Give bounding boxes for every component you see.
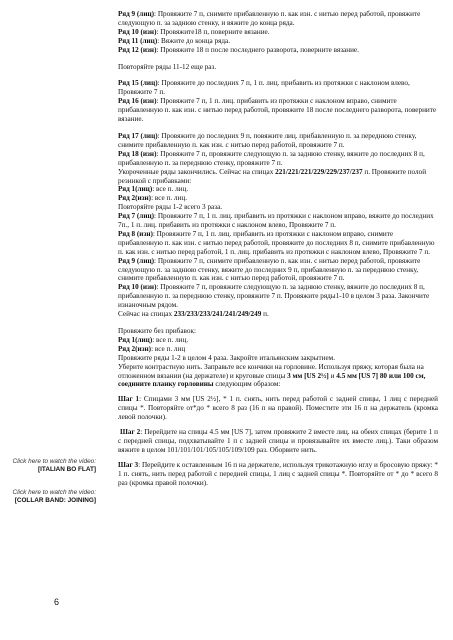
- row-text: : все п. лиц.: [152, 335, 189, 344]
- row-label: Ряд 1(лиц): [118, 335, 153, 344]
- step-text: : Перейдите к оставленным 16 п на держателе, используя трикотажную иглу и бросовую пряжу: * 1 п. снять, нить перед работой с передней спицы, 1 лиц с задней спицы *. Повторяйте от * до * всего 8 раз (кромка правой полочки).: [118, 460, 438, 487]
- row-line: [118, 185, 438, 194]
- row-label: Ряд 2(изн): [118, 344, 152, 353]
- row-label: Ряд 10 (изн): [118, 27, 157, 36]
- video-link-title[interactable]: [COLLAR BAND: JOINING]: [14, 497, 96, 504]
- row-text: : все п. лиц.: [151, 194, 188, 203]
- row-line: [118, 97, 438, 124]
- step-2: [118, 428, 438, 455]
- row-text: : Провяжите 7 п, снимите прибавленную п. как изн. с нитью перед работой, провяжите следующую п. за заднюю стенку, вяжите до последних 9 п, прибавленную п. за переднюю стенку, снимите прибавленную п. как изн. с нитью перед работой, провяжите 7 п.: [118, 256, 421, 283]
- row-label: Ряд 16 (изн): [118, 97, 157, 106]
- row-text: : все п. лиц: [151, 344, 186, 353]
- row-line: [118, 79, 438, 97]
- row-text: : Провяжите18 п, поверните вязание.: [156, 27, 270, 36]
- video-link-label: Click here to watch the video:: [12, 489, 96, 496]
- row-text: : Провяжите 18 п после последнего разворота, поверните вязание.: [156, 45, 359, 54]
- stitch-counts: 221/221/221/229/229/237/237: [275, 167, 363, 176]
- row-line: [118, 230, 438, 257]
- step-1: [118, 395, 438, 422]
- row-text: : Провяжите 7 п, 1 п. лиц. прибавить из протяжки с наклоном вправо, снимите прибавленную п. как изн. с нитью перед работой, провяжите до последних 8 п, снимите прибавленную п. как изн. с нитью перед работой, 1 п. лиц. прибавить из протяжки с наклоном влево, Провяжите 7 п.: [118, 229, 435, 256]
- row-line: [118, 345, 438, 354]
- row-line: [118, 132, 438, 150]
- section-intro: Провяжите без прибавок:: [118, 327, 196, 335]
- pattern-text: [118, 10, 438, 488]
- row-label: Ряд 10 (изн): [118, 283, 157, 292]
- video-link-title[interactable]: [ITALIAN BO FLAT]: [38, 466, 96, 473]
- rows-17-18: [118, 132, 438, 319]
- row-line: [118, 37, 438, 46]
- row-line: [118, 10, 438, 28]
- step-label: Шаг 3: [118, 460, 139, 469]
- row-line: [118, 150, 438, 168]
- row-label: Ряд 15 (лиц): [118, 79, 158, 88]
- row-label: Ряд 1(лиц): [118, 185, 153, 194]
- row-label: Ряд 12 (изн): [118, 45, 157, 54]
- rows-15-16: [118, 79, 438, 124]
- row-text: : Провяжите до последних 9 п, повяжите лиц. прибавленную п. за переднюю стенку, снимите прибавленную п. как изн. с нитью перед работой, провяжите 7 п.: [118, 131, 417, 149]
- step-label: Шаг 2: [119, 428, 141, 437]
- stitch-counts: 233/233/233/241/241/249/249: [173, 310, 262, 319]
- step-text: : Перейдите на спицы 4.5 мм [US 7], затем провяжите 2 вместе лиц. на обеих спицах (берите 1 п с передней спицы, подхватывайте 1 п с задней спицы и провязывайте их вместе лиц.). Таки образом вяжите в целом 101/101/101/105/105/109/109 раз. Оборвите нить.: [118, 428, 438, 454]
- collar-intro: Уберите контрастную нить. Заправьте все кончики на горловине. Используя пряжу, которая была на отложенном вязании (на держателе) и круговые спицы 3 мм [US 2½] и 4.5 мм [US 7] 80 или 100 см, соедините планку горловины следующим образом:: [118, 362, 426, 389]
- rows-9-12: [118, 10, 438, 55]
- row-text: : Провяжите 7 п, провяжите следующую п. за заднюю стенку, вяжите до последних 8 п, прибавленную п. за переднюю стенку, провяжите 7 п.: [118, 149, 425, 167]
- row-line: [118, 28, 438, 37]
- row-label: Ряд 8 (изн): [118, 229, 153, 238]
- row-text: : Вяжите до конца ряда.: [157, 36, 231, 45]
- row-label: Ряд 2(изн): [118, 194, 152, 203]
- row-line: [118, 283, 438, 310]
- stitch-count-line: Укороченные ряды закончились. Сейчас на спицах 221/221/221/229/229/237/237 п. Провяжите полой резинкой с прибавками:: [118, 167, 427, 185]
- row-label: Ряд 9 (лиц): [118, 256, 155, 265]
- row-text: : все п. лиц.: [152, 185, 189, 194]
- row-label: Ряд 17 (лиц): [118, 131, 158, 140]
- step-label: Шаг 1: [118, 395, 140, 404]
- row-line: [118, 257, 438, 284]
- stitch-count-line: Сейчас на спицах 233/233/233/241/241/249/249 п.: [118, 310, 269, 319]
- video-link-collar-band[interactable]: [6, 489, 96, 505]
- row-line: [118, 336, 438, 345]
- row-label: Ряд 7 (лиц): [118, 212, 155, 221]
- row-label: Ряд 9 (лиц): [118, 10, 155, 18]
- row-label: Ряд 11 (лиц): [118, 36, 158, 45]
- video-link-italian-bo[interactable]: [6, 458, 96, 474]
- repeat-instruction: Повторяйте ряды 11-12 еще раз.: [118, 62, 217, 71]
- finishing-rows: [118, 327, 438, 389]
- row-text: : Провяжите до последних 7 п, 1 п. лиц. прибавить из протяжки с наклоном влево, Провяжите 7 п.: [118, 79, 410, 97]
- row-text: : Провяжите 7 п, 1 п. лиц. прибавить из протяжки с наклоном вправо, вяжите до последних 7п., 1 п. лиц. прибавить из протяжки с наклоном влево, Провяжите 7 п.: [118, 212, 434, 230]
- row-line: [118, 212, 438, 230]
- row-text: : Провяжите 7 п, снимите прибавленную п. как изн. с нитью перед работой, провяжите следующую п. за заднюю стенку, и вяжите до конца ряда.: [118, 10, 421, 27]
- step-3: [118, 461, 438, 488]
- repeat-instruction: Провяжите ряды 1-2 в целом 4 раза. Закройте итальянским закрытием.: [118, 353, 336, 362]
- row-label: Ряд 18 (изн): [118, 149, 157, 158]
- repeat-instruction: Повторяйте ряды 1-2 всего 3 раза.: [118, 203, 223, 212]
- row-text: : Провяжите 7 п, провяжите следующую п. за заднюю стенку, вяжите до последних 8 п, прибавленную п. за переднюю стенку, провяжите 7 п. Провяжите ряды1-10 в целом 3 раза. Закончите изнаночным рядом.: [118, 283, 430, 310]
- row-text: : Провяжите 7 п, 1 п. лиц. прибавить из протяжки с наклоном вправо, снимите прибавленную п. как изн. с нитью перед работой, провяжите 18 после последнего разворота, поверните вязание.: [118, 97, 437, 124]
- step-text: : Спицами 3 мм [US 2½], * 1 п. снять, нить перед работой с задней спицы, 1 лиц с передней спицы *. Повторяйте от*до * всего 8 раз (16 п на правой). Поместите эти 16 п на держатель (кромка левой полочки).: [118, 395, 438, 422]
- row-line: [118, 46, 438, 55]
- page-number: 6: [54, 597, 60, 607]
- video-link-label: Click here to watch the video:: [12, 458, 96, 465]
- row-line: [118, 194, 438, 203]
